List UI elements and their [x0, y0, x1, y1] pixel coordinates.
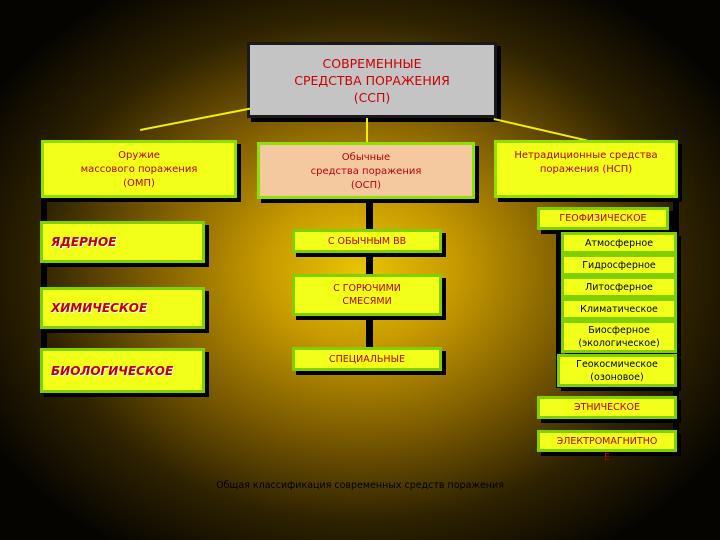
- nsp-electromagnetic-line1: ЭЛЕКТРОМАГНИТНО: [556, 436, 658, 447]
- nsp-lithospheric-label: Литосферное: [585, 281, 653, 293]
- conv-incendiary-line2: СМЕСЯМИ: [342, 296, 392, 307]
- nsp-geophysical-label: ГЕОФИЗИЧЕСКОЕ: [559, 213, 647, 224]
- wmd-chemical: [40, 287, 205, 329]
- root-title-line1: СОВРЕМЕННЫЕ: [322, 55, 422, 71]
- category-omp-line3: (ОМП): [123, 178, 155, 189]
- nsp-atmospheric: [561, 232, 677, 254]
- wmd-biological: [40, 348, 205, 393]
- category-nsp-line2: поражения (НСП): [539, 164, 633, 175]
- nsp-atmospheric-label: Атмосферное: [584, 237, 654, 249]
- wmd-biological-label: БИОЛОГИЧЕСКОЕ: [51, 363, 174, 378]
- connector-center: [366, 118, 368, 144]
- wmd-chemical-label: ХИМИЧЕСКОЕ: [51, 301, 148, 315]
- category-nsp: [494, 140, 678, 198]
- category-omp-line1: Оружие: [118, 150, 160, 161]
- nsp-ethnic-label: ЭТНИЧЕСКОЕ: [573, 402, 641, 413]
- nsp-climatic: [561, 298, 677, 320]
- nsp-biospheric: [561, 320, 677, 353]
- nsp-biospheric-line2: (экологическое): [578, 337, 660, 349]
- category-nsp-line1: Нетрадиционные средства: [514, 150, 658, 161]
- nsp-climatic-label: Климатическое: [580, 303, 658, 315]
- nsp-hydrospheric-label: Гидросферное: [582, 259, 656, 271]
- nsp-geocosmic-line2: (озоновое): [590, 371, 644, 383]
- conv-incendiary-line1: С ГОРЮЧИМИ: [333, 283, 401, 294]
- conv-special-label: СПЕЦИАЛЬНЫЕ: [329, 353, 405, 365]
- conv-ordinary-explosive: [292, 229, 442, 253]
- nsp-geocosmic-line1: Геокосмическое: [576, 358, 658, 370]
- category-omp: [41, 140, 237, 198]
- category-osp: [257, 142, 475, 199]
- category-osp-line1: Обычные: [341, 152, 391, 163]
- connector-right: [494, 118, 588, 142]
- diagram-caption: [0, 480, 720, 491]
- conv-special: [292, 347, 442, 371]
- nsp-electromagnetic-line2: Е: [603, 452, 610, 463]
- nsp-lithospheric: [561, 276, 677, 298]
- nsp-electromagnetic-overflow: [537, 452, 677, 463]
- nsp-geophysical: [537, 207, 669, 230]
- category-osp-line3: (ОСП): [350, 180, 382, 191]
- nsp-geocosmic: [557, 354, 677, 387]
- nsp-electromagnetic: [537, 430, 677, 452]
- root-box: [247, 42, 497, 118]
- wmd-nuclear-label: ЯДЕРНОЕ: [51, 235, 117, 249]
- root-title-line2: СРЕДСТВА ПОРАЖЕНИЯ: [294, 72, 450, 88]
- nsp-biospheric-line1: Биосферное: [588, 324, 650, 336]
- diagram-caption-text: Общая классификация современных средств поражения: [216, 480, 504, 491]
- root-title-line3: (ССП): [353, 89, 391, 105]
- nsp-hydrospheric: [561, 254, 677, 276]
- conv-incendiary: [292, 274, 442, 316]
- connector-left: [140, 108, 250, 131]
- conv-ordinary-explosive-label: С ОБЫЧНЫМ ВВ: [327, 235, 407, 247]
- category-omp-line2: массового поражения: [80, 164, 198, 175]
- category-osp-line2: средства поражения: [310, 166, 422, 177]
- wmd-nuclear: [40, 221, 205, 263]
- nsp-ethnic: [537, 396, 677, 419]
